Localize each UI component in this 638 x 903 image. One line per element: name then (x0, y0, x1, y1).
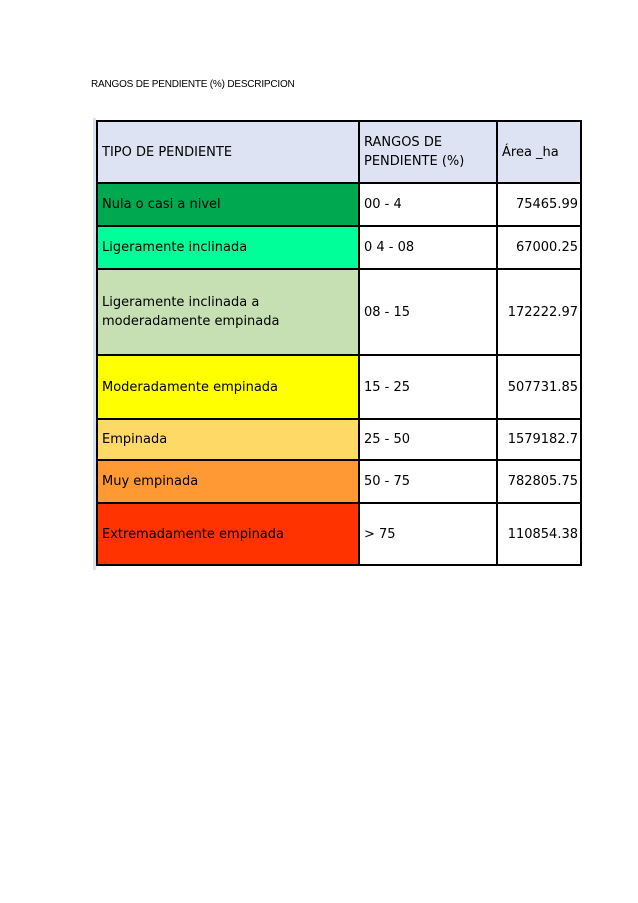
tipo-cell: Nula o casi a nivel (97, 183, 359, 226)
rango-cell: 0 4 - 08 (359, 226, 497, 269)
table-row (97, 269, 581, 355)
rango-cell: > 75 (359, 503, 497, 565)
tipo-cell: Moderadamente empinada (97, 355, 359, 419)
table-row (97, 226, 581, 269)
tipo-cell: Empinada (97, 419, 359, 460)
area-cell: 172222.97 (497, 269, 581, 355)
rango-cell: 15 - 25 (359, 355, 497, 419)
rango-cell: 25 - 50 (359, 419, 497, 460)
rango-cell: 00 - 4 (359, 183, 497, 226)
slope-range-table (96, 120, 582, 566)
area-cell: 67000.25 (497, 226, 581, 269)
header-tipo: TIPO DE PENDIENTE (97, 121, 359, 183)
rango-cell: 08 - 15 (359, 269, 497, 355)
table-row (97, 460, 581, 503)
area-cell: 782805.75 (497, 460, 581, 503)
image-right-margin (582, 118, 590, 570)
document-title: RANGOS DE PENDIENTE (%) DESCRIPCION (91, 79, 295, 90)
table-row (97, 503, 581, 565)
table-row (97, 419, 581, 460)
area-cell: 110854.38 (497, 503, 581, 565)
header-area: Área _ha (497, 121, 581, 183)
table-row (97, 183, 581, 226)
area-cell: 507731.85 (497, 355, 581, 419)
rango-cell: 50 - 75 (359, 460, 497, 503)
tipo-cell: Ligeramente inclinada (97, 226, 359, 269)
area-cell: 1579182.7 (497, 419, 581, 460)
tipo-cell: Ligeramente inclinada a moderadamente empinada (97, 269, 359, 355)
table-header-row (97, 121, 581, 183)
header-rangos: RANGOS DE PENDIENTE (%) (359, 121, 497, 183)
table-row (97, 355, 581, 419)
tipo-cell: Muy empinada (97, 460, 359, 503)
area-cell: 75465.99 (497, 183, 581, 226)
tipo-cell: Extremadamente empinada (97, 503, 359, 565)
slope-table-image (93, 118, 583, 570)
